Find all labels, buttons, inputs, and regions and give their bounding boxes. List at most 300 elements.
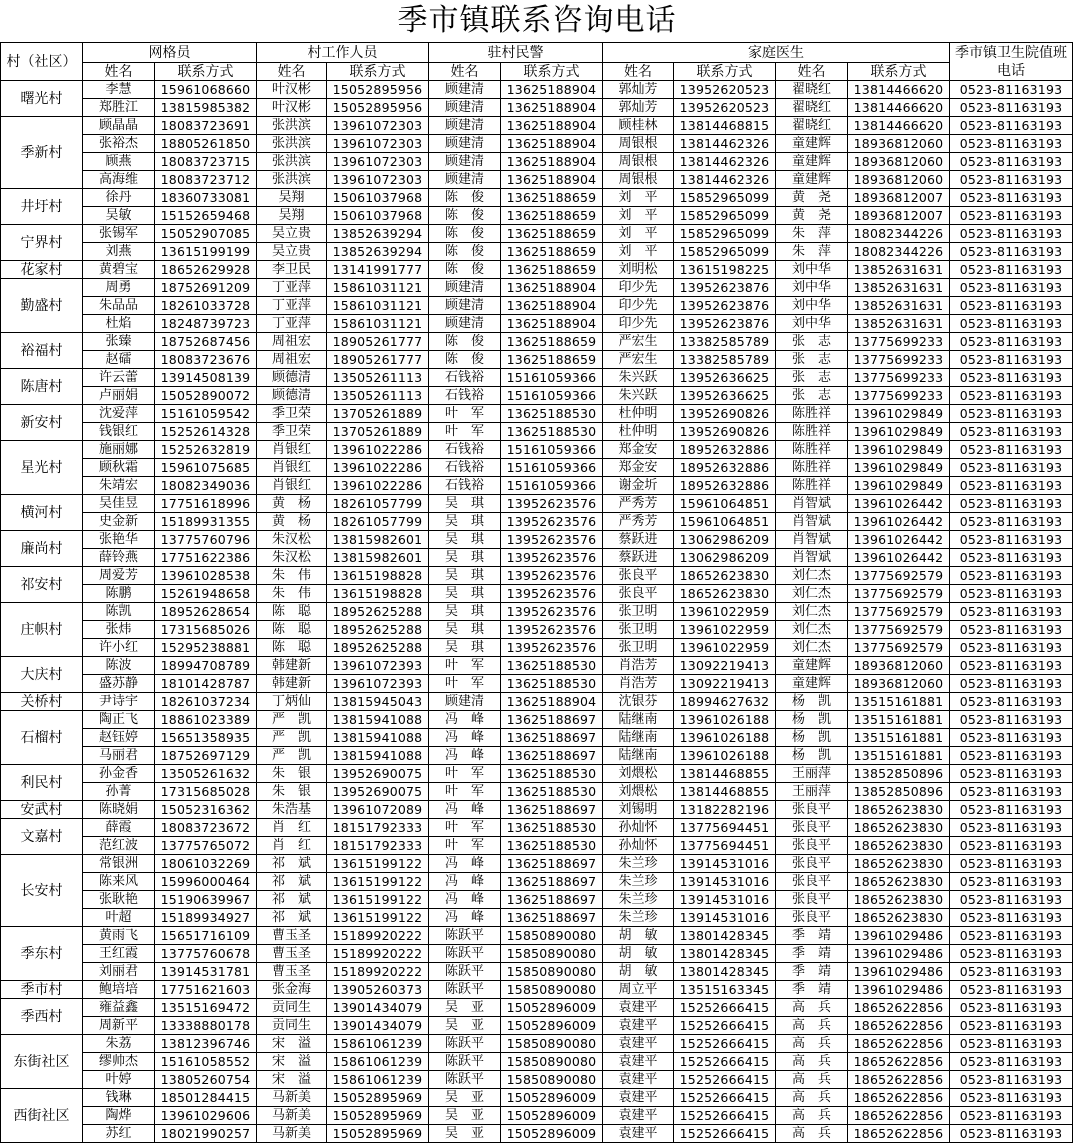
table-row bbox=[1, 1089, 1073, 1107]
grid-phone-cell: 15161058552 bbox=[155, 1053, 257, 1071]
staff-phone-cell: 13615198828 bbox=[327, 585, 429, 603]
doctor-name-cell: 陆继南 bbox=[603, 711, 674, 729]
grid-phone-cell: 15252614328 bbox=[155, 423, 257, 441]
doctor-name-cell: 郭灿芳 bbox=[603, 81, 674, 99]
doctor-phone-cell: 13775694451 bbox=[674, 837, 776, 855]
police-name-cell: 顾建清 bbox=[429, 153, 501, 171]
police-name-cell: 陈 俊 bbox=[429, 261, 501, 279]
village-cell: 季东村 bbox=[1, 927, 83, 981]
doctor-phone-cell: 18952632886 bbox=[674, 477, 776, 495]
grid-name-cell: 尹诗宇 bbox=[83, 693, 155, 711]
doctor-phone-cell: 15252666415 bbox=[674, 1071, 776, 1089]
doctor2-name-cell: 陈胜祥 bbox=[776, 405, 848, 423]
doctor-name-cell: 袁建平 bbox=[603, 1107, 674, 1125]
staff-name-cell: 吴翔 bbox=[257, 207, 327, 225]
doctor2-phone-cell: 13961029486 bbox=[848, 927, 950, 945]
police-name-cell: 吴 琪 bbox=[429, 585, 501, 603]
staff-name-cell: 朱浩基 bbox=[257, 801, 327, 819]
grid-phone-cell: 18082349036 bbox=[155, 477, 257, 495]
doctor2-phone-cell: 13852631631 bbox=[848, 315, 950, 333]
police-name-cell: 吴 琪 bbox=[429, 621, 501, 639]
table-row bbox=[1, 387, 1073, 405]
police-name-cell: 顾建清 bbox=[429, 135, 501, 153]
police-phone-cell: 15850890080 bbox=[501, 1053, 603, 1071]
village-cell: 花家村 bbox=[1, 261, 83, 279]
police-name-cell: 吴 琪 bbox=[429, 531, 501, 549]
village-cell: 陈唐村 bbox=[1, 369, 83, 405]
hospital-phone-cell: 0523-81163193 bbox=[950, 369, 1073, 387]
doctor2-name-cell: 高 兵 bbox=[776, 999, 848, 1017]
table-row bbox=[1, 909, 1073, 927]
police-name-cell: 冯 峰 bbox=[429, 855, 501, 873]
hospital-phone-cell: 0523-81163193 bbox=[950, 765, 1073, 783]
doctor2-name-cell: 陈胜祥 bbox=[776, 477, 848, 495]
village-cell: 季新村 bbox=[1, 117, 83, 189]
grid-name-cell: 陈晓娟 bbox=[83, 801, 155, 819]
staff-name-cell: 马新美 bbox=[257, 1089, 327, 1107]
doctor2-name-cell: 朱 萍 bbox=[776, 243, 848, 261]
contact-table bbox=[0, 42, 1073, 1143]
subheader-name: 姓名 bbox=[429, 63, 501, 81]
police-phone-cell: 15850890080 bbox=[501, 1035, 603, 1053]
police-phone-cell: 13952623576 bbox=[501, 621, 603, 639]
staff-name-cell: 肖银红 bbox=[257, 441, 327, 459]
grid-name-cell: 赵礌 bbox=[83, 351, 155, 369]
grid-name-cell: 张锡军 bbox=[83, 225, 155, 243]
staff-phone-cell: 13815941088 bbox=[327, 747, 429, 765]
grid-phone-cell: 15961068660 bbox=[155, 81, 257, 99]
doctor-name-cell: 胡 敏 bbox=[603, 963, 674, 981]
doctor-phone-cell: 13952636625 bbox=[674, 369, 776, 387]
table-row bbox=[1, 675, 1073, 693]
doctor2-phone-cell: 13515161881 bbox=[848, 693, 950, 711]
staff-name-cell: 朱 伟 bbox=[257, 567, 327, 585]
staff-name-cell: 丁炳仙 bbox=[257, 693, 327, 711]
grid-phone-cell: 18752691209 bbox=[155, 279, 257, 297]
police-name-cell: 陈 俊 bbox=[429, 351, 501, 369]
police-phone-cell: 13625188697 bbox=[501, 747, 603, 765]
grid-name-cell: 孙金香 bbox=[83, 765, 155, 783]
police-phone-cell: 13625188697 bbox=[501, 909, 603, 927]
doctor2-name-cell: 高 兵 bbox=[776, 1107, 848, 1125]
staff-name-cell: 韩建新 bbox=[257, 657, 327, 675]
grid-phone-cell: 13815985382 bbox=[155, 99, 257, 117]
doctor-name-cell: 郑金安 bbox=[603, 459, 674, 477]
hospital-phone-cell: 0523-81163193 bbox=[950, 117, 1073, 135]
grid-phone-cell: 13812396746 bbox=[155, 1035, 257, 1053]
police-name-cell: 陈跃平 bbox=[429, 1071, 501, 1089]
staff-phone-cell: 18151792333 bbox=[327, 837, 429, 855]
doctor-name-cell: 郭灿芳 bbox=[603, 99, 674, 117]
grid-name-cell: 薛霞 bbox=[83, 819, 155, 837]
grid-phone-cell: 18248739723 bbox=[155, 315, 257, 333]
police-name-cell: 陈 俊 bbox=[429, 243, 501, 261]
staff-name-cell: 周祖宏 bbox=[257, 333, 327, 351]
doctor-name-cell: 刘 平 bbox=[603, 243, 674, 261]
doctor-name-cell: 袁建平 bbox=[603, 1035, 674, 1053]
doctor2-phone-cell: 13775692579 bbox=[848, 585, 950, 603]
police-phone-cell: 13625188697 bbox=[501, 729, 603, 747]
doctor2-name-cell: 翟晓红 bbox=[776, 81, 848, 99]
doctor2-phone-cell: 13961029849 bbox=[848, 459, 950, 477]
hospital-phone-cell: 0523-81163193 bbox=[950, 585, 1073, 603]
village-cell: 新安村 bbox=[1, 405, 83, 441]
staff-phone-cell: 13815941088 bbox=[327, 729, 429, 747]
hospital-phone-cell: 0523-81163193 bbox=[950, 351, 1073, 369]
doctor2-phone-cell: 18652623830 bbox=[848, 873, 950, 891]
staff-name-cell: 黄 杨 bbox=[257, 513, 327, 531]
police-phone-cell: 13952623576 bbox=[501, 495, 603, 513]
staff-name-cell: 张洪滨 bbox=[257, 153, 327, 171]
grid-phone-cell: 17315685026 bbox=[155, 621, 257, 639]
subheader-name: 姓名 bbox=[257, 63, 327, 81]
police-phone-cell: 15052896009 bbox=[501, 1089, 603, 1107]
grid-phone-cell: 18061032269 bbox=[155, 855, 257, 873]
doctor2-phone-cell: 13961026442 bbox=[848, 513, 950, 531]
police-name-cell: 吴 琪 bbox=[429, 639, 501, 657]
hospital-phone-cell: 0523-81163193 bbox=[950, 477, 1073, 495]
police-name-cell: 冯 峰 bbox=[429, 711, 501, 729]
subheader-phone: 联系方式 bbox=[327, 63, 429, 81]
doctor2-phone-cell: 18936812060 bbox=[848, 657, 950, 675]
grid-phone-cell: 17751618996 bbox=[155, 495, 257, 513]
police-phone-cell: 15850890080 bbox=[501, 927, 603, 945]
doctor2-name-cell: 翟晓红 bbox=[776, 117, 848, 135]
table-row bbox=[1, 567, 1073, 585]
grid-name-cell: 叶超 bbox=[83, 909, 155, 927]
page-title: 季市镇联系咨询电话 bbox=[397, 3, 677, 38]
hospital-phone-cell: 0523-81163193 bbox=[950, 459, 1073, 477]
table-row bbox=[1, 477, 1073, 495]
grid-name-cell: 顾燕 bbox=[83, 153, 155, 171]
grid-phone-cell: 18501284415 bbox=[155, 1089, 257, 1107]
staff-phone-cell: 13852639294 bbox=[327, 225, 429, 243]
doctor2-name-cell: 季 靖 bbox=[776, 963, 848, 981]
hospital-phone-cell: 0523-81163193 bbox=[950, 639, 1073, 657]
hospital-phone-cell: 0523-81163193 bbox=[950, 279, 1073, 297]
staff-phone-cell: 13815941088 bbox=[327, 711, 429, 729]
table-row bbox=[1, 261, 1073, 279]
police-phone-cell: 13625188659 bbox=[501, 207, 603, 225]
police-name-cell: 冯 峰 bbox=[429, 747, 501, 765]
doctor2-phone-cell: 13814466620 bbox=[848, 99, 950, 117]
village-cell: 曙光村 bbox=[1, 81, 83, 117]
grid-name-cell: 顾秋霜 bbox=[83, 459, 155, 477]
staff-name-cell: 曹玉圣 bbox=[257, 927, 327, 945]
police-name-cell: 石钱裕 bbox=[429, 369, 501, 387]
police-phone-cell: 13952623576 bbox=[501, 531, 603, 549]
staff-phone-cell: 15861031121 bbox=[327, 315, 429, 333]
doctor2-phone-cell: 18082344226 bbox=[848, 243, 950, 261]
staff-name-cell: 韩建新 bbox=[257, 675, 327, 693]
police-name-cell: 叶 军 bbox=[429, 657, 501, 675]
doctor-name-cell: 陆继南 bbox=[603, 747, 674, 765]
doctor-phone-cell: 15852965099 bbox=[674, 189, 776, 207]
village-cell: 勤盛村 bbox=[1, 279, 83, 333]
doctor-name-cell: 周立平 bbox=[603, 981, 674, 999]
hospital-phone-cell: 0523-81163193 bbox=[950, 423, 1073, 441]
grid-name-cell: 钱琳 bbox=[83, 1089, 155, 1107]
police-name-cell: 吴 亚 bbox=[429, 1017, 501, 1035]
doctor-name-cell: 周银根 bbox=[603, 135, 674, 153]
hospital-phone-cell: 0523-81163193 bbox=[950, 333, 1073, 351]
doctor-name-cell: 朱兰珍 bbox=[603, 909, 674, 927]
doctor2-name-cell: 童建辉 bbox=[776, 171, 848, 189]
doctor-name-cell: 朱兰珍 bbox=[603, 891, 674, 909]
grid-phone-cell: 18083723712 bbox=[155, 171, 257, 189]
grid-name-cell: 沈爱萍 bbox=[83, 405, 155, 423]
police-phone-cell: 13625188659 bbox=[501, 351, 603, 369]
staff-name-cell: 肖 红 bbox=[257, 819, 327, 837]
police-phone-cell: 15850890080 bbox=[501, 981, 603, 999]
staff-phone-cell: 13905260373 bbox=[327, 981, 429, 999]
doctor-phone-cell: 13961022959 bbox=[674, 621, 776, 639]
doctor2-phone-cell: 13775699233 bbox=[848, 351, 950, 369]
table-row bbox=[1, 549, 1073, 567]
police-name-cell: 顾建清 bbox=[429, 99, 501, 117]
doctor-phone-cell: 18994627632 bbox=[674, 693, 776, 711]
doctor-phone-cell: 13961022959 bbox=[674, 639, 776, 657]
doctor-name-cell: 肖浩芳 bbox=[603, 657, 674, 675]
staff-name-cell: 宋 溢 bbox=[257, 1071, 327, 1089]
staff-phone-cell: 13815945043 bbox=[327, 693, 429, 711]
police-phone-cell: 15850890080 bbox=[501, 963, 603, 981]
doctor-phone-cell: 13952690826 bbox=[674, 405, 776, 423]
grid-phone-cell: 15189931355 bbox=[155, 513, 257, 531]
grid-phone-cell: 18360733081 bbox=[155, 189, 257, 207]
doctor2-name-cell: 杨 凯 bbox=[776, 729, 848, 747]
staff-phone-cell: 18952625288 bbox=[327, 639, 429, 657]
staff-phone-cell: 13961072393 bbox=[327, 657, 429, 675]
doctor2-name-cell: 刘中华 bbox=[776, 279, 848, 297]
police-phone-cell: 15052896009 bbox=[501, 1107, 603, 1125]
staff-name-cell: 马新美 bbox=[257, 1125, 327, 1143]
grid-name-cell: 孙菁 bbox=[83, 783, 155, 801]
doctor-name-cell: 严宏生 bbox=[603, 333, 674, 351]
hospital-phone-cell: 0523-81163193 bbox=[950, 603, 1073, 621]
staff-phone-cell: 13961072303 bbox=[327, 117, 429, 135]
grid-name-cell: 薛铃燕 bbox=[83, 549, 155, 567]
doctor2-name-cell: 高 兵 bbox=[776, 1125, 848, 1143]
hospital-phone-cell: 0523-81163193 bbox=[950, 1053, 1073, 1071]
doctor2-name-cell: 张良平 bbox=[776, 873, 848, 891]
doctor-name-cell: 周银根 bbox=[603, 171, 674, 189]
doctor-name-cell: 朱兴跃 bbox=[603, 387, 674, 405]
doctor2-phone-cell: 18936812060 bbox=[848, 153, 950, 171]
grid-phone-cell: 18861023389 bbox=[155, 711, 257, 729]
police-phone-cell: 13952623576 bbox=[501, 567, 603, 585]
police-name-cell: 陈跃平 bbox=[429, 1053, 501, 1071]
staff-name-cell: 陈 聪 bbox=[257, 603, 327, 621]
staff-phone-cell: 15861031121 bbox=[327, 297, 429, 315]
village-cell: 祁安村 bbox=[1, 567, 83, 603]
staff-phone-cell: 15052895969 bbox=[327, 1125, 429, 1143]
doctor2-phone-cell: 13961029849 bbox=[848, 441, 950, 459]
doctor-name-cell: 袁建平 bbox=[603, 1071, 674, 1089]
grid-phone-cell: 17751621603 bbox=[155, 981, 257, 999]
table-row bbox=[1, 117, 1073, 135]
hospital-phone-cell: 0523-81163193 bbox=[950, 1017, 1073, 1035]
staff-phone-cell: 13961072393 bbox=[327, 675, 429, 693]
police-name-cell: 叶 军 bbox=[429, 765, 501, 783]
table-row bbox=[1, 279, 1073, 297]
doctor2-name-cell: 张良平 bbox=[776, 837, 848, 855]
hospital-phone-cell: 0523-81163193 bbox=[950, 189, 1073, 207]
doctor-name-cell: 刘煨松 bbox=[603, 765, 674, 783]
doctor2-name-cell: 童建辉 bbox=[776, 135, 848, 153]
doctor2-name-cell: 黄 尧 bbox=[776, 189, 848, 207]
police-phone-cell: 13625188904 bbox=[501, 279, 603, 297]
table-row bbox=[1, 531, 1073, 549]
grid-name-cell: 吴敏 bbox=[83, 207, 155, 225]
grid-name-cell: 陈来风 bbox=[83, 873, 155, 891]
doctor-name-cell: 周银根 bbox=[603, 153, 674, 171]
grid-phone-cell: 15961075685 bbox=[155, 459, 257, 477]
staff-phone-cell: 13705261889 bbox=[327, 405, 429, 423]
doctor2-phone-cell: 18082344226 bbox=[848, 225, 950, 243]
table-row bbox=[1, 171, 1073, 189]
police-phone-cell: 15052896009 bbox=[501, 1017, 603, 1035]
hospital-phone-cell: 0523-81163193 bbox=[950, 1089, 1073, 1107]
police-name-cell: 吴 亚 bbox=[429, 1089, 501, 1107]
hospital-phone-cell: 0523-81163193 bbox=[950, 981, 1073, 999]
police-phone-cell: 15052896009 bbox=[501, 999, 603, 1017]
doctor-phone-cell: 13814462326 bbox=[674, 135, 776, 153]
doctor2-phone-cell: 13775699233 bbox=[848, 333, 950, 351]
staff-phone-cell: 15861061239 bbox=[327, 1053, 429, 1071]
police-phone-cell: 13625188904 bbox=[501, 153, 603, 171]
doctor2-phone-cell: 13775699233 bbox=[848, 387, 950, 405]
staff-phone-cell: 18952625288 bbox=[327, 603, 429, 621]
doctor-phone-cell: 13952623876 bbox=[674, 279, 776, 297]
doctor-phone-cell: 15961064851 bbox=[674, 495, 776, 513]
hospital-phone-cell: 0523-81163193 bbox=[950, 1071, 1073, 1089]
grid-name-cell: 朱荔 bbox=[83, 1035, 155, 1053]
table-row bbox=[1, 225, 1073, 243]
doctor-name-cell: 刘 平 bbox=[603, 189, 674, 207]
police-name-cell: 顾建清 bbox=[429, 117, 501, 135]
doctor-phone-cell: 13062986209 bbox=[674, 549, 776, 567]
staff-phone-cell: 15861061239 bbox=[327, 1071, 429, 1089]
police-name-cell: 冯 峰 bbox=[429, 909, 501, 927]
staff-phone-cell: 13961072303 bbox=[327, 135, 429, 153]
doctor2-phone-cell: 18652623830 bbox=[848, 909, 950, 927]
staff-phone-cell: 13961022286 bbox=[327, 459, 429, 477]
grid-name-cell: 徐丹 bbox=[83, 189, 155, 207]
police-phone-cell: 13625188530 bbox=[501, 819, 603, 837]
subheader-name: 姓名 bbox=[83, 63, 155, 81]
doctor2-name-cell: 高 兵 bbox=[776, 1017, 848, 1035]
staff-name-cell: 黄 杨 bbox=[257, 495, 327, 513]
doctor-phone-cell: 13914531016 bbox=[674, 855, 776, 873]
police-name-cell: 陈跃平 bbox=[429, 963, 501, 981]
staff-name-cell: 严 凯 bbox=[257, 747, 327, 765]
staff-phone-cell: 13961072303 bbox=[327, 153, 429, 171]
doctor2-name-cell: 季 靖 bbox=[776, 981, 848, 999]
police-name-cell: 叶 军 bbox=[429, 405, 501, 423]
table-row bbox=[1, 135, 1073, 153]
grid-name-cell: 范红波 bbox=[83, 837, 155, 855]
doctor2-name-cell: 张良平 bbox=[776, 855, 848, 873]
grid-name-cell: 张臻 bbox=[83, 333, 155, 351]
doctor2-phone-cell: 18936812060 bbox=[848, 135, 950, 153]
staff-phone-cell: 15189920222 bbox=[327, 945, 429, 963]
grid-phone-cell: 18083723715 bbox=[155, 153, 257, 171]
doctor-phone-cell: 13801428345 bbox=[674, 927, 776, 945]
doctor2-name-cell: 张 志 bbox=[776, 351, 848, 369]
police-phone-cell: 15850890080 bbox=[501, 945, 603, 963]
staff-phone-cell: 15189920222 bbox=[327, 963, 429, 981]
police-name-cell: 叶 军 bbox=[429, 783, 501, 801]
doctor-phone-cell: 18952632886 bbox=[674, 459, 776, 477]
doctor2-phone-cell: 13961029849 bbox=[848, 405, 950, 423]
police-phone-cell: 15052896009 bbox=[501, 1125, 603, 1143]
hospital-phone-cell: 0523-81163193 bbox=[950, 819, 1073, 837]
grid-phone-cell: 13805260754 bbox=[155, 1071, 257, 1089]
table-row bbox=[1, 585, 1073, 603]
doctor-name-cell: 严秀芳 bbox=[603, 495, 674, 513]
police-phone-cell: 13952623576 bbox=[501, 513, 603, 531]
doctor2-name-cell: 张良平 bbox=[776, 891, 848, 909]
grid-phone-cell: 18652629928 bbox=[155, 261, 257, 279]
staff-name-cell: 叶汉彬 bbox=[257, 81, 327, 99]
police-phone-cell: 13952623576 bbox=[501, 639, 603, 657]
hospital-phone-cell: 0523-81163193 bbox=[950, 405, 1073, 423]
grid-name-cell: 高海维 bbox=[83, 171, 155, 189]
police-phone-cell: 13952623576 bbox=[501, 585, 603, 603]
village-cell: 横河村 bbox=[1, 495, 83, 531]
subheader-phone: 联系方式 bbox=[501, 63, 603, 81]
doctor2-phone-cell: 18936812060 bbox=[848, 171, 950, 189]
doctor2-phone-cell: 13961029486 bbox=[848, 963, 950, 981]
staff-phone-cell: 15861061239 bbox=[327, 1035, 429, 1053]
header-hospital: 季市镇卫生院值班电话 bbox=[950, 43, 1073, 81]
grid-phone-cell: 18083723672 bbox=[155, 819, 257, 837]
doctor2-name-cell: 陈胜祥 bbox=[776, 441, 848, 459]
doctor2-name-cell: 张良平 bbox=[776, 819, 848, 837]
hospital-phone-cell: 0523-81163193 bbox=[950, 531, 1073, 549]
doctor-phone-cell: 13092219413 bbox=[674, 657, 776, 675]
hospital-phone-cell: 0523-81163193 bbox=[950, 711, 1073, 729]
doctor-phone-cell: 13961022959 bbox=[674, 603, 776, 621]
table-row bbox=[1, 423, 1073, 441]
table-row bbox=[1, 603, 1073, 621]
grid-phone-cell: 18805261850 bbox=[155, 135, 257, 153]
grid-name-cell: 陶烨 bbox=[83, 1107, 155, 1125]
doctor-phone-cell: 13801428345 bbox=[674, 963, 776, 981]
village-cell: 石榴村 bbox=[1, 711, 83, 765]
police-name-cell: 顾建清 bbox=[429, 171, 501, 189]
grid-phone-cell: 18752687456 bbox=[155, 333, 257, 351]
grid-name-cell: 周勇 bbox=[83, 279, 155, 297]
table-row bbox=[1, 801, 1073, 819]
doctor-name-cell: 朱兴跃 bbox=[603, 369, 674, 387]
subheader-phone: 联系方式 bbox=[848, 63, 950, 81]
police-name-cell: 陈跃平 bbox=[429, 1035, 501, 1053]
doctor2-name-cell: 刘仁杰 bbox=[776, 585, 848, 603]
doctor-phone-cell: 13914531016 bbox=[674, 909, 776, 927]
table-row bbox=[1, 855, 1073, 873]
doctor2-name-cell: 张 志 bbox=[776, 369, 848, 387]
grid-phone-cell: 13515169472 bbox=[155, 999, 257, 1017]
grid-phone-cell: 17751622386 bbox=[155, 549, 257, 567]
doctor2-phone-cell: 13775692579 bbox=[848, 639, 950, 657]
staff-phone-cell: 15052895956 bbox=[327, 99, 429, 117]
doctor-phone-cell: 13062986209 bbox=[674, 531, 776, 549]
grid-phone-cell: 13961028538 bbox=[155, 567, 257, 585]
doctor2-name-cell: 杨 凯 bbox=[776, 693, 848, 711]
grid-name-cell: 缪帅杰 bbox=[83, 1053, 155, 1071]
